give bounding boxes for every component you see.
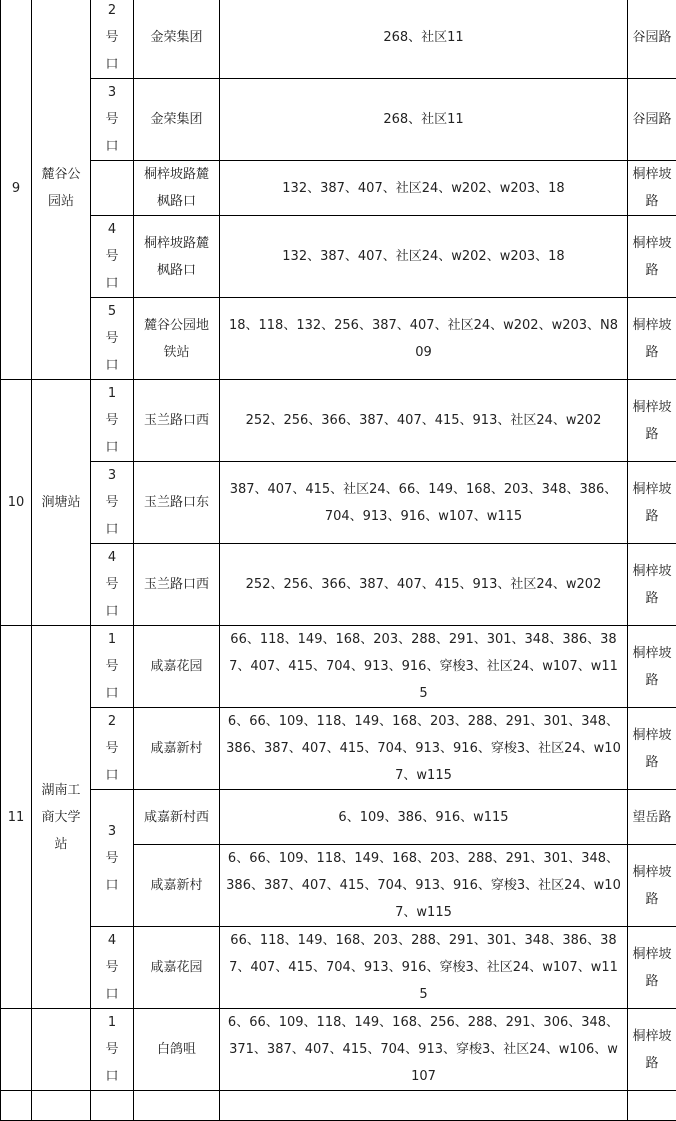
bus-stop: 咸嘉花园: [134, 927, 220, 1009]
bus-lines: 66、118、149、168、203、288、291、301、348、386、387、407、415、704、913、916、穿梭3、社区24、w107、w115: [220, 626, 628, 708]
road-name: 桐梓坡路: [628, 626, 676, 708]
station-number: 9: [1, 0, 32, 380]
exit-gate: 1号口: [91, 1009, 134, 1091]
table-row: [1, 790, 676, 845]
bus-stop: 玉兰路口西: [134, 380, 220, 462]
bus-stop: 桐梓坡路麓枫路口: [134, 161, 220, 216]
table-row: [1, 216, 676, 298]
station-name: 涧塘站: [32, 380, 91, 626]
road-name: 桐梓坡路: [628, 1009, 676, 1091]
empty-cell: [628, 1091, 676, 1121]
exit-gate: 4号口: [91, 927, 134, 1009]
bus-stop: 咸嘉花园: [134, 626, 220, 708]
bus-stop: 玉兰路口西: [134, 544, 220, 626]
station-number: 10: [1, 380, 32, 626]
empty-cell: [1, 1091, 32, 1121]
bus-lines: 6、109、386、916、w115: [220, 790, 628, 845]
bus-lines: 268、社区11: [220, 79, 628, 161]
road-name: 桐梓坡路: [628, 161, 676, 216]
exit-gate: 5号口: [91, 298, 134, 380]
bus-lines: 268、社区11: [220, 0, 628, 79]
road-name: 望岳路: [628, 790, 676, 845]
station-name: [32, 1009, 91, 1091]
bus-lines: 18、118、132、256、387、407、社区24、w202、w203、N809: [220, 298, 628, 380]
exit-gate: 4号口: [91, 544, 134, 626]
bus-stop: 咸嘉新村: [134, 845, 220, 927]
empty-cell: [220, 1091, 628, 1121]
exit-gate: 1号口: [91, 380, 134, 462]
road-name: 桐梓坡路: [628, 845, 676, 927]
table-row: [1, 0, 676, 79]
bus-stop: 玉兰路口东: [134, 462, 220, 544]
bus-lines: 6、66、109、118、149、168、203、288、291、301、348、386、387、407、415、704、913、916、穿梭3、社区24、w107、w115: [220, 845, 628, 927]
bus-lines: 252、256、366、387、407、415、913、社区24、w202: [220, 380, 628, 462]
bus-stop: 金荣集团: [134, 0, 220, 79]
table-row: [1, 79, 676, 161]
road-name: 桐梓坡路: [628, 216, 676, 298]
bus-lines: 66、118、149、168、203、288、291、301、348、386、387、407、415、704、913、916、穿梭3、社区24、w107、w115: [220, 927, 628, 1009]
road-name: 桐梓坡路: [628, 544, 676, 626]
road-name: 桐梓坡路: [628, 380, 676, 462]
bus-lines: 6、66、109、118、149、168、256、288、291、306、348、371、387、407、415、704、913、穿梭3、社区24、w106、w107: [220, 1009, 628, 1091]
table-row: [1, 462, 676, 544]
station-number: 11: [1, 626, 32, 1009]
empty-cell: [91, 1091, 134, 1121]
exit-gate: 2号口: [91, 708, 134, 790]
bus-stop: 金荣集团: [134, 79, 220, 161]
station-name: 麓谷公园站: [32, 0, 91, 380]
empty-cell: [134, 1091, 220, 1121]
exit-gate: 3号口: [91, 790, 134, 927]
exit-gate: 1号口: [91, 626, 134, 708]
bus-lines: 387、407、415、社区24、66、149、168、203、348、386、704、913、916、w107、w115: [220, 462, 628, 544]
bus-stop: 咸嘉新村西: [134, 790, 220, 845]
bus-stop: 咸嘉新村: [134, 708, 220, 790]
station-number: [1, 1009, 32, 1091]
road-name: 桐梓坡路: [628, 298, 676, 380]
bus-lines: 252、256、366、387、407、415、913、社区24、w202: [220, 544, 628, 626]
exit-gate: 3号口: [91, 79, 134, 161]
table-row: [1, 161, 676, 216]
bus-lines: 132、387、407、社区24、w202、w203、18: [220, 216, 628, 298]
road-name: 桐梓坡路: [628, 708, 676, 790]
road-name: 桐梓坡路: [628, 462, 676, 544]
road-name: 谷园路: [628, 79, 676, 161]
road-name: 谷园路: [628, 0, 676, 79]
table-row: [1, 708, 676, 790]
table-row: [1, 927, 676, 1009]
bus-stop: 桐梓坡路麓枫路口: [134, 216, 220, 298]
bus-lines: 132、387、407、社区24、w202、w203、18: [220, 161, 628, 216]
table-row: [1, 298, 676, 380]
exit-gate: 4号口: [91, 216, 134, 298]
road-name: 桐梓坡路: [628, 927, 676, 1009]
station-name: 湖南工商大学站: [32, 626, 91, 1009]
table-row: [1, 626, 676, 708]
bus-stop: 白鸽咀: [134, 1009, 220, 1091]
exit-gate: 2号口: [91, 0, 134, 79]
bus-stop: 麓谷公园地铁站: [134, 298, 220, 380]
exit-gate: [91, 161, 134, 216]
table-row: [1, 1091, 676, 1121]
empty-cell: [32, 1091, 91, 1121]
table-row: [1, 380, 676, 462]
bus-lines: 6、66、109、118、149、168、203、288、291、301、348、386、387、407、415、704、913、916、穿梭3、社区24、w107、w115: [220, 708, 628, 790]
table-row: [1, 544, 676, 626]
exit-gate: 3号口: [91, 462, 134, 544]
table-row: [1, 1009, 676, 1091]
